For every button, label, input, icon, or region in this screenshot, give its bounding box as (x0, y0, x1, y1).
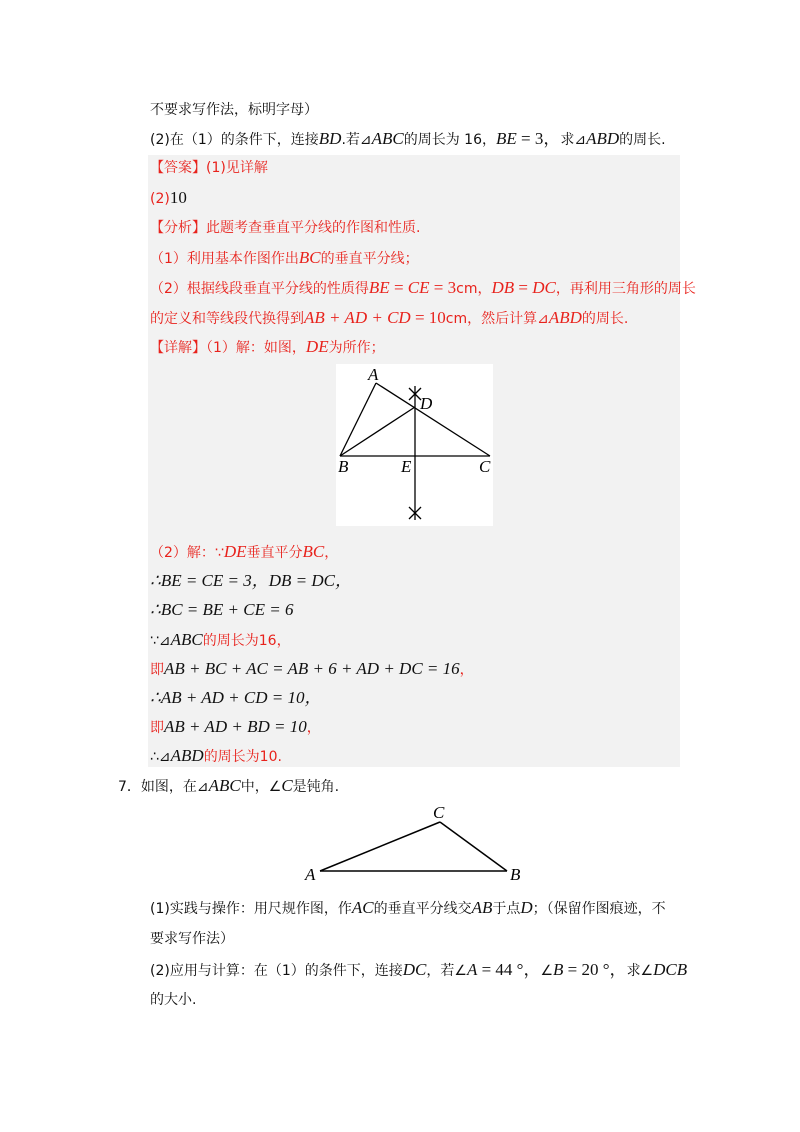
answer-part2: (2)10 (150, 188, 187, 207)
analysis-line: 【分析】此题考查垂直平分线的作图和性质. (150, 220, 421, 236)
q7-part2: (2)应用与计算：在（1）的条件下，连接DC，若∠A = 44 °，∠B = 20 °，求∠DCB (150, 960, 688, 979)
analysis-step1: （1）利用基本作图作出BC的垂直平分线； (150, 248, 419, 267)
solution-step8: ∴⊿ABD的周长为10. (150, 746, 282, 765)
label-c: C (479, 457, 491, 476)
figure2-svg (300, 800, 530, 890)
solution-step5: 即AB + BC + AC = AB + 6 + AD + DC = 16， (150, 659, 474, 678)
detail-line: 【详解】（1）解：如图，DE为所作； (150, 337, 385, 356)
q7-part1-line2: 要求写作法） (150, 931, 234, 947)
solution-step6: ∴AB + AD + CD = 10， (150, 688, 322, 707)
label-a: A (368, 365, 379, 384)
segment-bd (340, 407, 415, 456)
q7-part1: (1)实践与操作：用尺规作图，作AC的垂直平分线交AB于点D；（保留作图痕迹，不 (150, 898, 666, 917)
label-b: B (338, 457, 349, 476)
q6-part2: (2)在（1）的条件下，连接BD.若⊿ABC的周长为 16，BE = 3，求⊿ABD的周长. (150, 129, 666, 148)
label-e: E (401, 457, 412, 476)
figure-perpendicular-bisector (336, 364, 493, 526)
q7-stem: 7．如图，在⊿ABC中，∠C是钝角. (118, 776, 340, 795)
solution-step1: （2）解：∵DE垂直平分BC， (150, 542, 339, 561)
label-a: A (305, 865, 316, 884)
label-d: D (420, 394, 433, 413)
label-c: C (433, 803, 445, 822)
q7-part2-line2: 的大小. (150, 992, 197, 1008)
analysis-step2: （2）根据线段垂直平分线的性质得BE = CE = 3cm，DB = DC，再利用三角形的周长 (150, 278, 696, 297)
figure-obtuse-triangle (300, 800, 530, 890)
q6-intro-tail: 不要求写作法，标明字母） (150, 102, 318, 118)
segment-ab (340, 383, 376, 456)
solution-step7: 即AB + AD + BD = 10， (150, 717, 321, 736)
solution-step2: ∴BE = CE = 3，DB = DC， (150, 571, 352, 590)
analysis-step3: 的定义和等线段代换得到AB + AD + CD = 10cm，然后计算⊿ABD的周长. (150, 308, 629, 327)
segment-ac (320, 822, 440, 871)
segment-cb (440, 822, 507, 871)
solution-step4: ∵⊿ABC的周长为16， (150, 630, 291, 649)
solution-step3: ∴BC = BE + CE = 6 (150, 600, 294, 619)
label-b: B (510, 865, 521, 884)
answer-line: 【答案】(1)见详解 (150, 160, 268, 176)
segment-ac (376, 383, 490, 456)
figure1-svg (336, 364, 493, 526)
